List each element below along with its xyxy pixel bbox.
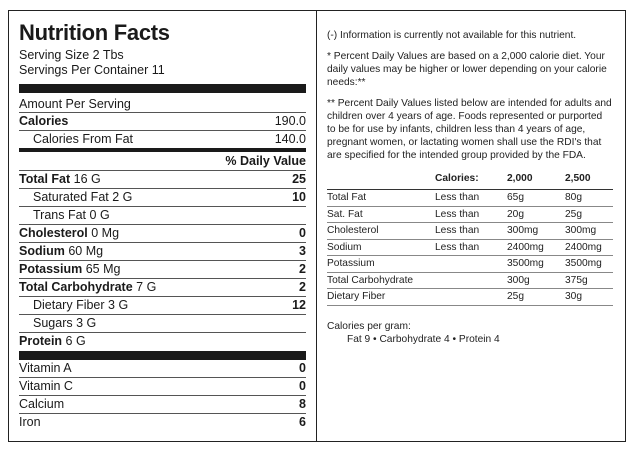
amount-per-serving: Amount Per Serving bbox=[19, 96, 306, 113]
nutrient-label: Total Fat bbox=[19, 172, 71, 186]
nutrient-row-potassium bbox=[19, 261, 306, 279]
calories-per-gram-values: Fat 9 • Carbohydrate 4 • Protein 4 bbox=[347, 333, 500, 345]
table-header-row bbox=[327, 170, 613, 190]
table-cell: 25g bbox=[565, 206, 613, 223]
nutrient-row-trans-fat bbox=[19, 207, 306, 225]
nutrient-label: Potassium bbox=[19, 262, 83, 276]
table-cell: 3500mg bbox=[507, 256, 565, 273]
table-header: 2,000 bbox=[507, 170, 565, 190]
nutrient-label: Total Carbohydrate bbox=[19, 280, 133, 294]
vitamin-label: Calcium bbox=[19, 397, 65, 411]
table-cell: 375g bbox=[565, 272, 613, 289]
note-children: ** Percent Daily Values listed below are intended for adults and children over 4 years of age. Foods represented or purported to be for use by infants, children less than 4 years of age, pregnant women, or lactating women shall use the RDI's that are specified for the intended group provided by the FDA. bbox=[327, 98, 612, 161]
note-percent-dv: * Percent Daily Values are based on a 2,000 calorie diet. Your daily values may be higher or lower depending on your calorie needs:** bbox=[327, 51, 607, 88]
nutrient-row-cholesterol bbox=[19, 225, 306, 243]
vitamin-dv: 6 bbox=[299, 415, 306, 429]
table-cell: 300mg bbox=[565, 223, 613, 240]
calories-label: Calories bbox=[19, 114, 69, 128]
table-cell bbox=[435, 272, 507, 289]
nutrient-label: Saturated Fat bbox=[33, 190, 109, 204]
vitamin-dv: 0 bbox=[299, 379, 306, 393]
nutrition-panel bbox=[9, 11, 317, 441]
vitamin-row-c bbox=[19, 378, 306, 396]
nutrient-dv: 25 bbox=[292, 172, 306, 186]
nutrient-amount: 0 Mg bbox=[91, 226, 120, 240]
calories-per-gram bbox=[327, 320, 613, 346]
table-cell: Cholesterol bbox=[327, 223, 435, 240]
nutrient-amount: 7 G bbox=[136, 280, 157, 294]
vitamin-row-a bbox=[19, 360, 306, 378]
nutrient-dv: 2 bbox=[299, 280, 306, 294]
nutrition-label bbox=[8, 10, 626, 442]
nutrient-label: Cholesterol bbox=[19, 226, 88, 240]
calories-value: 190.0 bbox=[274, 114, 306, 128]
table-header: Calories: bbox=[435, 170, 507, 190]
nutrient-label: Dietary Fiber bbox=[33, 298, 105, 312]
nutrient-amount: 65 Mg bbox=[85, 262, 121, 276]
table-cell: 3500mg bbox=[565, 256, 613, 273]
nutrient-row-saturated-fat bbox=[19, 189, 306, 207]
calories-from-fat-value: 140.0 bbox=[274, 132, 306, 146]
calories-from-fat-row bbox=[19, 131, 306, 152]
nutrient-dv: 0 bbox=[299, 226, 306, 240]
servings-per-container: Servings Per Container 11 bbox=[19, 63, 165, 77]
vitamin-label: Vitamin A bbox=[19, 361, 72, 375]
notes-panel bbox=[317, 11, 625, 441]
table-cell: 2400mg bbox=[507, 239, 565, 256]
daily-values-table bbox=[327, 170, 613, 306]
nutrient-row-protein bbox=[19, 333, 306, 350]
table-cell: 300g bbox=[507, 272, 565, 289]
nutrient-amount: 3 G bbox=[76, 316, 97, 330]
calories-from-fat-label: Calories From Fat bbox=[33, 132, 134, 146]
table-row bbox=[327, 190, 613, 207]
nutrient-dv: 3 bbox=[299, 244, 306, 258]
nutrient-row-total-carbohydrate bbox=[19, 279, 306, 297]
nutrient-label: Protein bbox=[19, 334, 63, 348]
nutrient-amount: 3 G bbox=[108, 298, 129, 312]
note-not-available: (-) Information is currently not available for this nutrient. bbox=[327, 30, 577, 41]
table-cell bbox=[435, 256, 507, 273]
table-row bbox=[327, 289, 613, 306]
table-header bbox=[327, 170, 435, 190]
nutrient-label: Sodium bbox=[19, 244, 65, 258]
nutrient-row-sugars bbox=[19, 315, 306, 333]
table-cell: Sat. Fat bbox=[327, 206, 435, 223]
table-cell: Total Fat bbox=[327, 190, 435, 207]
daily-value-header: % Daily Value bbox=[19, 152, 306, 171]
serving-size: Serving Size 2 Tbs bbox=[19, 48, 124, 62]
table-row bbox=[327, 272, 613, 289]
table-cell: Less than bbox=[435, 239, 507, 256]
table-cell: Total Carbohydrate bbox=[327, 272, 435, 289]
vitamin-row-iron bbox=[19, 414, 306, 431]
table-cell: 20g bbox=[507, 206, 565, 223]
nutrient-row-total-fat bbox=[19, 171, 306, 189]
table-row bbox=[327, 223, 613, 240]
nutrient-dv: 12 bbox=[292, 298, 306, 312]
vitamin-label: Vitamin C bbox=[19, 379, 73, 393]
table-cell: Less than bbox=[435, 206, 507, 223]
table-cell: 25g bbox=[507, 289, 565, 306]
nutrient-amount: 16 G bbox=[73, 172, 101, 186]
nutrient-amount: 0 G bbox=[89, 208, 110, 222]
table-cell: 65g bbox=[507, 190, 565, 207]
nutrient-row-dietary-fiber bbox=[19, 297, 306, 315]
calories-per-gram-label: Calories per gram: bbox=[327, 320, 411, 332]
table-cell bbox=[435, 289, 507, 306]
divider-thick bbox=[19, 84, 306, 93]
table-cell: Dietary Fiber bbox=[327, 289, 435, 306]
table-cell: 2400mg bbox=[565, 239, 613, 256]
table-cell: 80g bbox=[565, 190, 613, 207]
calories-row bbox=[19, 113, 306, 131]
table-header: 2,500 bbox=[565, 170, 613, 190]
table-row bbox=[327, 239, 613, 256]
table-cell: 30g bbox=[565, 289, 613, 306]
nutrient-amount: 60 Mg bbox=[68, 244, 104, 258]
vitamin-dv: 0 bbox=[299, 361, 306, 375]
vitamin-dv: 8 bbox=[299, 397, 306, 411]
nutrient-amount: 6 G bbox=[65, 334, 86, 348]
table-cell: Less than bbox=[435, 223, 507, 240]
table-cell: Sodium bbox=[327, 239, 435, 256]
vitamin-row-calcium bbox=[19, 396, 306, 414]
nutrient-label: Sugars bbox=[33, 316, 73, 330]
table-row bbox=[327, 256, 613, 273]
nutrient-dv: 10 bbox=[292, 190, 306, 204]
vitamin-label: Iron bbox=[19, 415, 41, 429]
table-cell: Less than bbox=[435, 190, 507, 207]
table-cell: 300mg bbox=[507, 223, 565, 240]
nutrient-amount: 2 G bbox=[112, 190, 133, 204]
table-row bbox=[327, 206, 613, 223]
nutrient-row-sodium bbox=[19, 243, 306, 261]
nutrient-label: Trans Fat bbox=[33, 208, 87, 222]
divider-thick bbox=[19, 351, 306, 360]
nutrient-dv: 2 bbox=[299, 262, 306, 276]
table-cell: Potassium bbox=[327, 256, 435, 273]
page-title: Nutrition Facts bbox=[19, 20, 170, 45]
